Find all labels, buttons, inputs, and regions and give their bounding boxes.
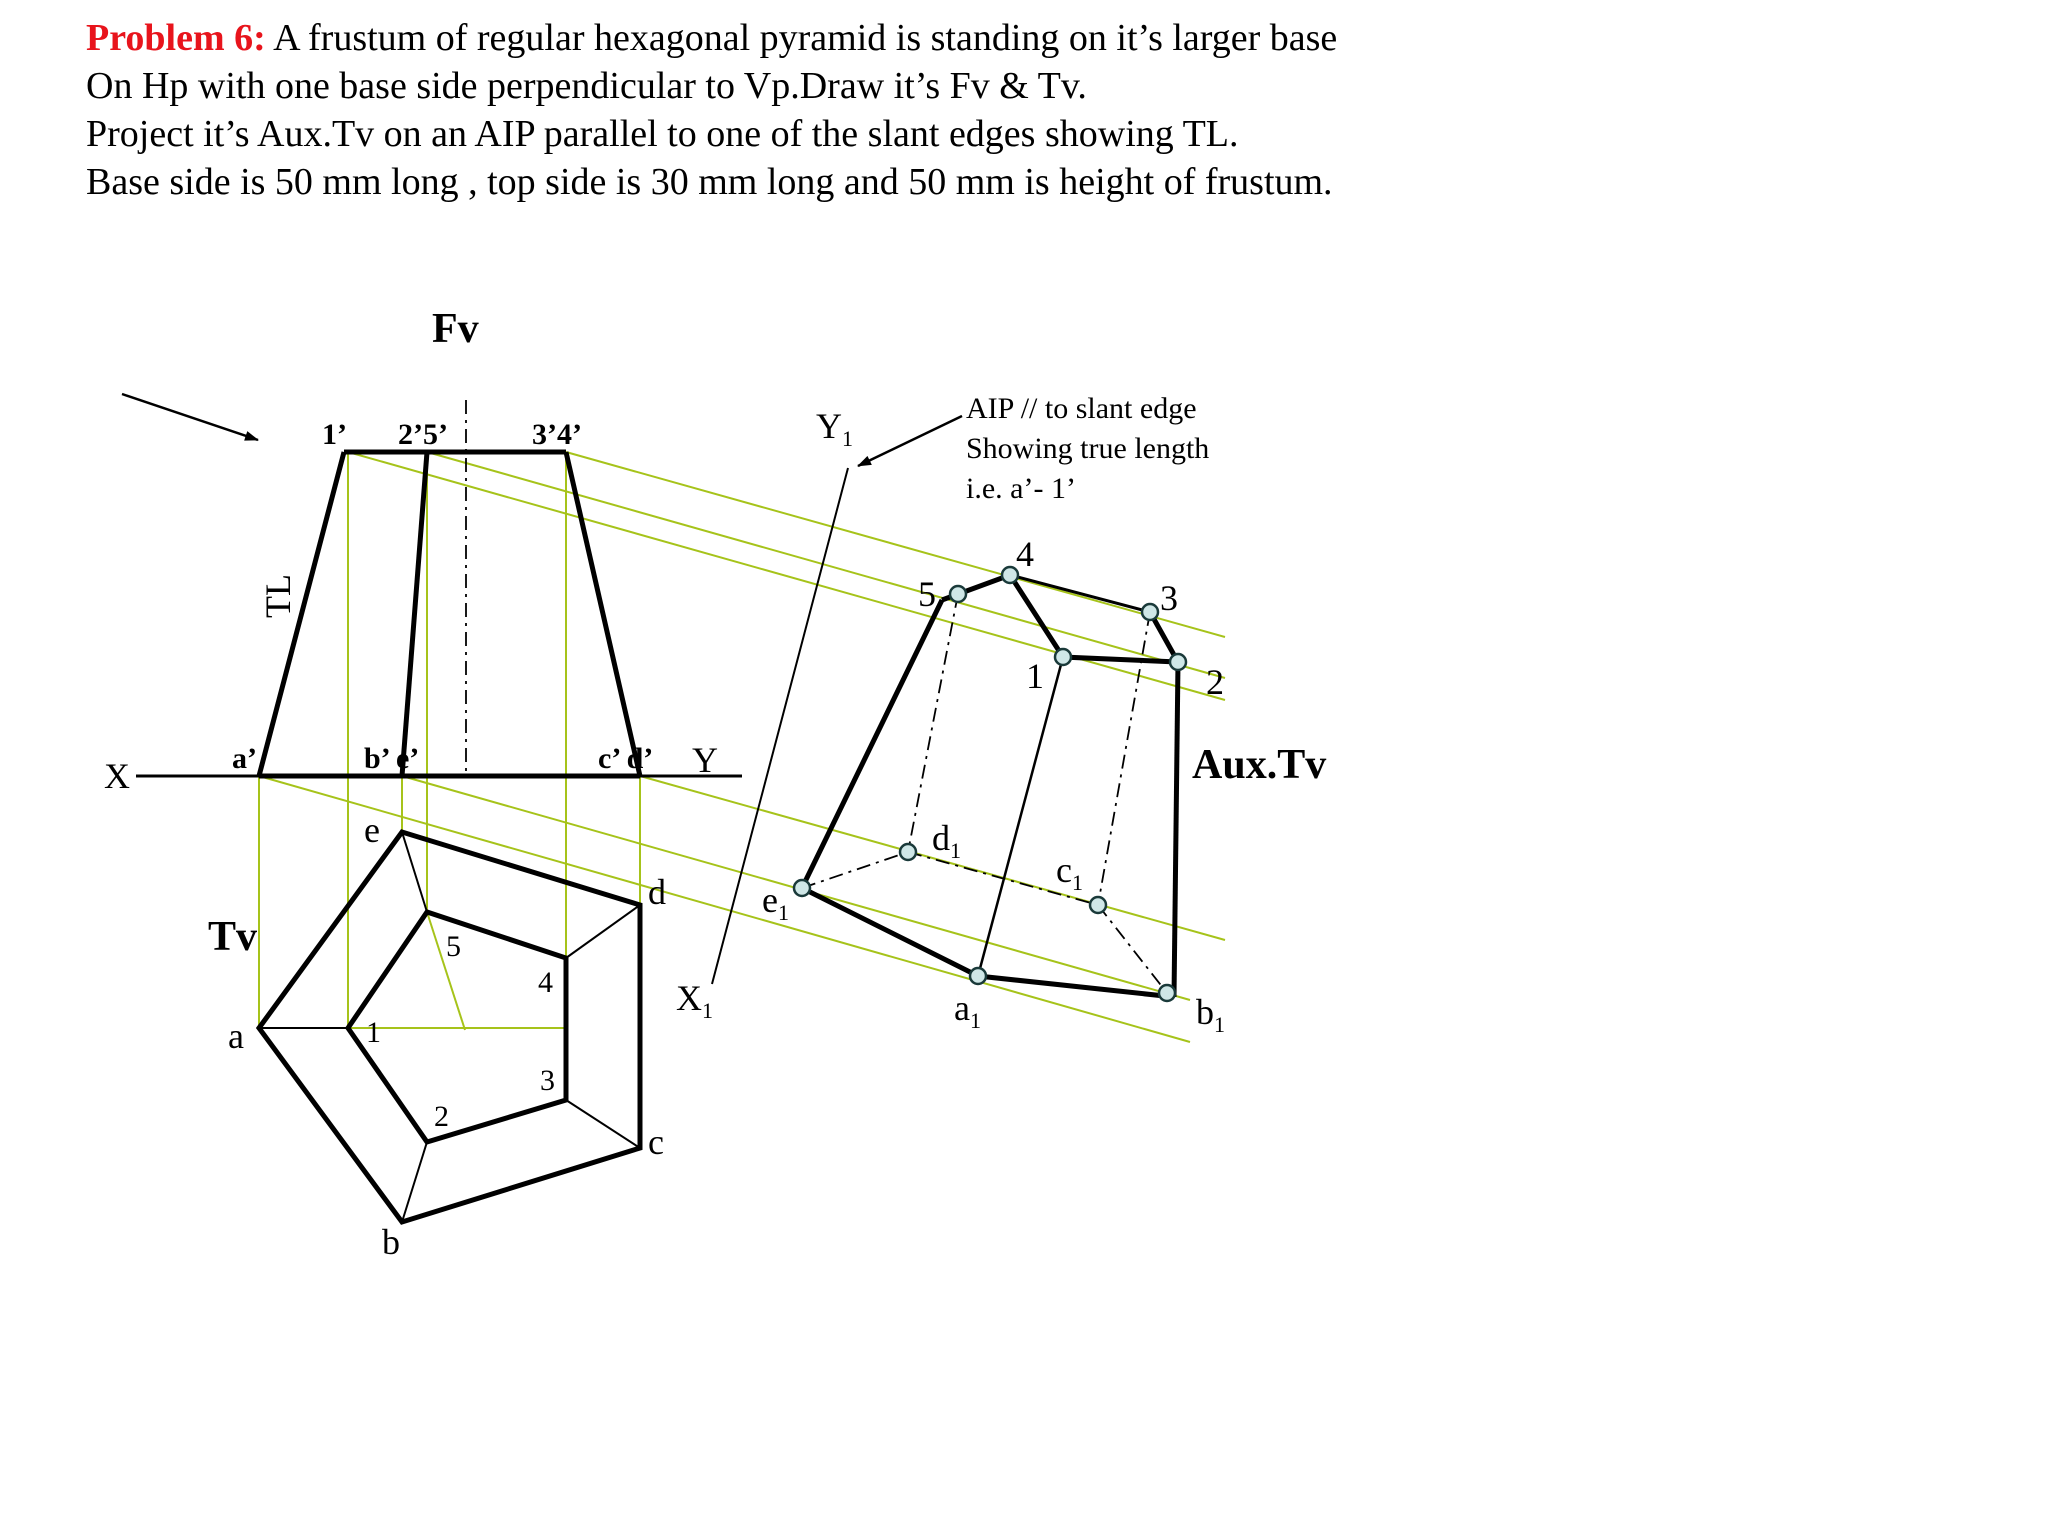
aip-pointer-arrow [858,416,962,466]
tv-edge-d4 [566,905,640,958]
fv-label-1: 1’ [322,418,347,451]
aux-label-c-sub: 1 [1071,870,1083,895]
tv-label-1: 1 [366,1016,381,1049]
aux-label-c [1056,850,1083,895]
aux-label-b-sub: 1 [1214,1012,1225,1037]
label-y1 [816,406,853,451]
problem-line-2: On Hp with one base side perpendicular to Vp.Draw it’s Fv & Tv. [86,65,1087,107]
fv-label-b-e: b’ e’ [364,742,420,775]
aux-point-5 [950,586,966,602]
aux-top-view [794,567,1186,1001]
aux-hidden-3-c [1098,612,1150,905]
fv-slant-right [566,452,640,776]
tv-label-c: c [648,1122,664,1162]
fv-label-c-d: c’ d’ [598,742,654,775]
annotation-line-1: AIP // to slant edge [966,392,1197,425]
aux-label-d [932,818,961,863]
aux-label-a-main: a [954,988,970,1028]
direction-arrow [122,394,258,440]
projector-aux-3-4 [566,452,1225,637]
problem-line-1-text: A frustum of regular hexagonal pyramid is standing on it’s larger base [273,17,1338,59]
aux-slant-5-e [802,600,942,888]
label-y1-main: Y [816,406,842,446]
aux-point-2 [1170,654,1186,670]
tv-label-d: d [648,872,666,912]
projector-aux-1 [348,452,1225,700]
front-view [259,452,640,776]
problem-line-3: Project it’s Aux.Tv on an AIP parallel to one of the slant edges showing TL. [86,113,1239,155]
tv-edge-c3 [566,1100,640,1148]
aux-point-e [794,880,810,896]
projector-aux-2-5 [427,452,1225,678]
tv-label-5: 5 [446,930,461,963]
label-y: Y [692,740,718,780]
tv-label-b: b [382,1222,400,1262]
aux-label-e-sub: 1 [777,900,789,925]
aux-label-a [954,988,981,1033]
aux-point-a [970,968,986,984]
aux-label-d-main: d [932,818,950,858]
fv-label-2-5: 2’5’ [398,418,448,451]
aux-label-d-sub: 1 [950,838,961,863]
tv-label-3: 3 [540,1064,555,1097]
tv-label-e: e [364,810,380,850]
tl-label: TL [258,574,298,618]
tv-label-4: 4 [538,966,553,999]
label-x1-sub: 1 [702,998,713,1023]
label-x1 [676,978,713,1023]
fv-label-a: a’ [232,742,257,775]
aux-slant-1-a [978,657,1063,976]
aux-label-e [762,880,789,925]
fv-slant-middle [402,452,427,776]
projector-aux-c-d [640,776,1225,940]
label-x1-main: X [676,978,702,1018]
aux-label-4: 4 [1016,534,1034,574]
aux-point-1 [1055,649,1071,665]
tv-edge-e5 [402,832,427,912]
aux-label-2: 2 [1206,662,1224,702]
aux-hidden-c-b [1098,905,1167,993]
tv-label-2: 2 [434,1100,449,1133]
aux-label-b-main: b [1196,992,1214,1032]
tv-title: Tv [208,914,258,960]
aux-point-d [900,844,916,860]
annotation-line-3: i.e. a’- 1’ [966,472,1076,505]
problem-label: Problem 6: [86,17,266,59]
projector-aux-a [259,776,1190,1042]
aux-slant-2-b [1174,662,1178,997]
label-y1-sub: 1 [842,426,853,451]
fv-label-3-4: 3’4’ [532,418,582,451]
fv-title: Fv [432,306,479,352]
aux-label-a-sub: 1 [969,1008,981,1033]
aux-label-b [1196,992,1225,1037]
tv-edge-b2 [402,1142,427,1222]
aux-label-e-main: e [762,880,778,920]
tv-label-a: a [228,1016,244,1056]
aux-label-5: 5 [918,574,936,614]
aux-hidden-5-d [908,594,958,852]
aux-tv-title: Aux.Tv [1192,742,1327,788]
problem-line-4: Base side is 50 mm long , top side is 30 mm long and 50 mm is height of frustum. [86,161,1333,203]
label-x: X [104,756,130,796]
aux-point-b [1159,985,1175,1001]
aux-point-3 [1142,604,1158,620]
annotation-line-2: Showing true length [966,432,1210,465]
aux-label-c-main: c [1056,850,1072,890]
aux-label-3: 3 [1160,578,1178,618]
aux-label-1: 1 [1026,656,1044,696]
aux-point-c [1090,897,1106,913]
